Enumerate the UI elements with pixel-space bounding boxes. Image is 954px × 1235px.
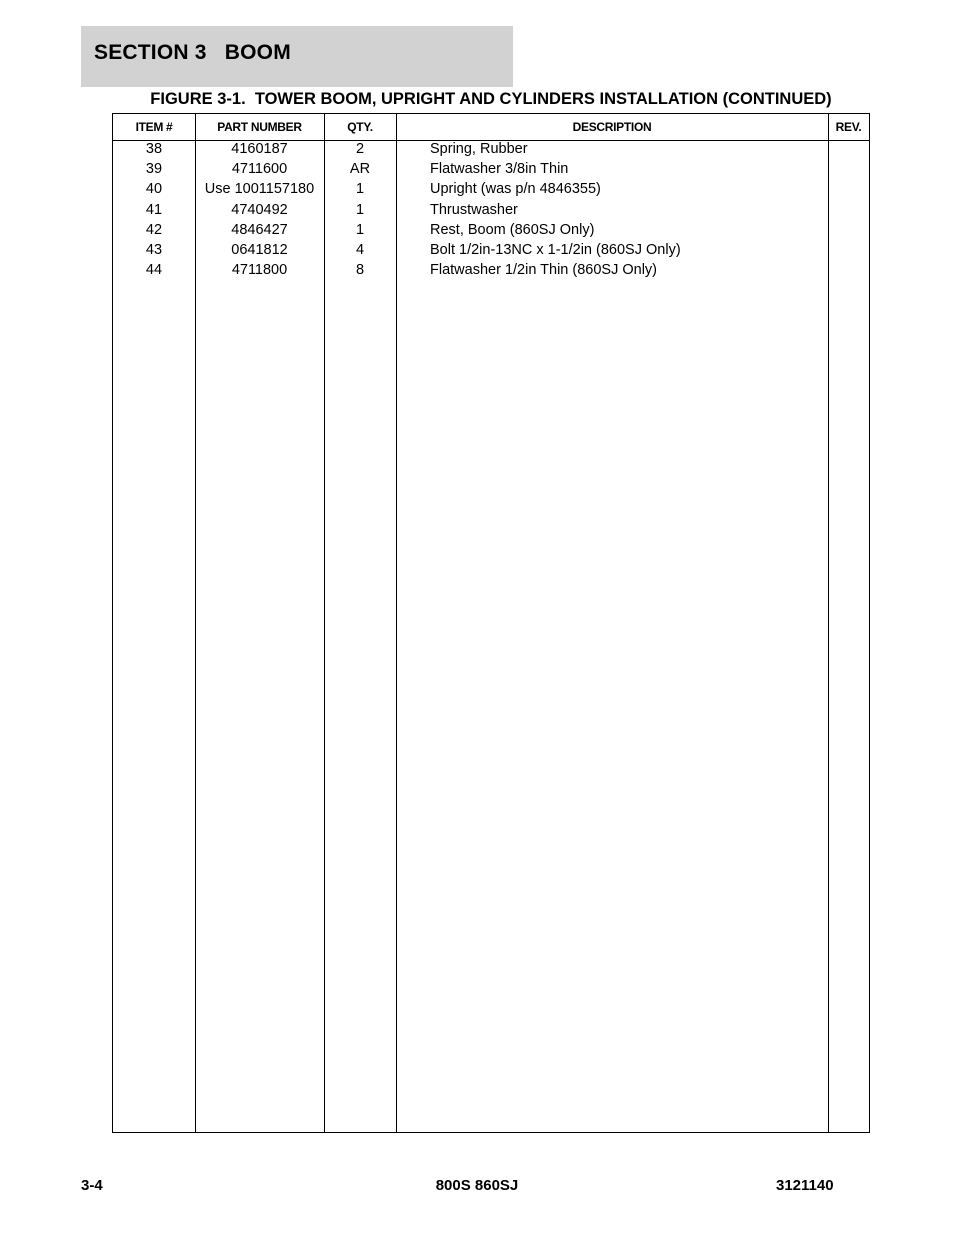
cell-quantity: 4 bbox=[355, 242, 365, 258]
cell-item-number: 39 bbox=[145, 161, 163, 178]
cell-item-number: 40 bbox=[145, 181, 163, 198]
header-qty: QTY. bbox=[347, 120, 373, 134]
cell-part-number: 4160187 bbox=[231, 141, 288, 157]
cell-part-number: Use 1001157180 bbox=[204, 181, 315, 198]
figure-title: FIGURE 3-1. TOWER BOOM, UPRIGHT AND CYLINDERS INSTALLATION (CONTINUED) bbox=[150, 90, 832, 108]
cell-item-number: 38 bbox=[145, 141, 163, 157]
cell-item-number: 42 bbox=[145, 221, 163, 238]
cell-part-number: 4711600 bbox=[231, 161, 288, 178]
cell-item-number: 41 bbox=[145, 201, 163, 218]
cell-quantity: 8 bbox=[355, 262, 365, 279]
cell-quantity: 1 bbox=[355, 181, 365, 198]
footer-doc-number: 3121140 bbox=[776, 1177, 834, 1194]
header-item: ITEM # bbox=[135, 120, 173, 134]
cell-description: Thrustwasher bbox=[430, 201, 518, 218]
section-banner bbox=[81, 26, 513, 87]
cell-description: Bolt 1/2in-13NC x 1-1/2in (860SJ Only) bbox=[430, 242, 681, 258]
section-title: SECTION 3 BOOM bbox=[94, 41, 291, 64]
parts-table bbox=[112, 113, 870, 1133]
cell-description: Flatwasher 3/8in Thin bbox=[430, 161, 569, 178]
cell-part-number: 4740492 bbox=[231, 201, 288, 218]
header-description: DESCRIPTION bbox=[572, 120, 652, 134]
cell-quantity: 2 bbox=[355, 141, 365, 157]
table-row bbox=[113, 200, 869, 220]
footer-models: 800S 860SJ bbox=[435, 1177, 519, 1194]
cell-quantity: 1 bbox=[355, 201, 365, 218]
cell-description: Upright (was p/n 4846355) bbox=[430, 181, 601, 198]
table-row bbox=[113, 179, 869, 199]
header-rev: REV. bbox=[835, 120, 862, 134]
cell-description: Spring, Rubber bbox=[430, 141, 528, 157]
table-row bbox=[113, 159, 869, 179]
table-row bbox=[113, 139, 869, 159]
cell-quantity: AR bbox=[349, 161, 371, 178]
cell-part-number: 4846427 bbox=[231, 221, 288, 238]
table-row bbox=[113, 260, 869, 280]
cell-quantity: 1 bbox=[355, 221, 365, 238]
cell-part-number: 0641812 bbox=[231, 242, 288, 258]
header-part-number: PART NUMBER bbox=[217, 120, 302, 134]
cell-item-number: 44 bbox=[145, 262, 163, 279]
cell-item-number: 43 bbox=[145, 242, 163, 258]
footer-page-number: 3-4 bbox=[81, 1177, 103, 1194]
table-row bbox=[113, 220, 869, 240]
cell-description: Flatwasher 1/2in Thin (860SJ Only) bbox=[430, 262, 658, 279]
cell-part-number: 4711800 bbox=[231, 262, 288, 279]
table-row bbox=[113, 240, 869, 260]
cell-description: Rest, Boom (860SJ Only) bbox=[430, 221, 595, 238]
